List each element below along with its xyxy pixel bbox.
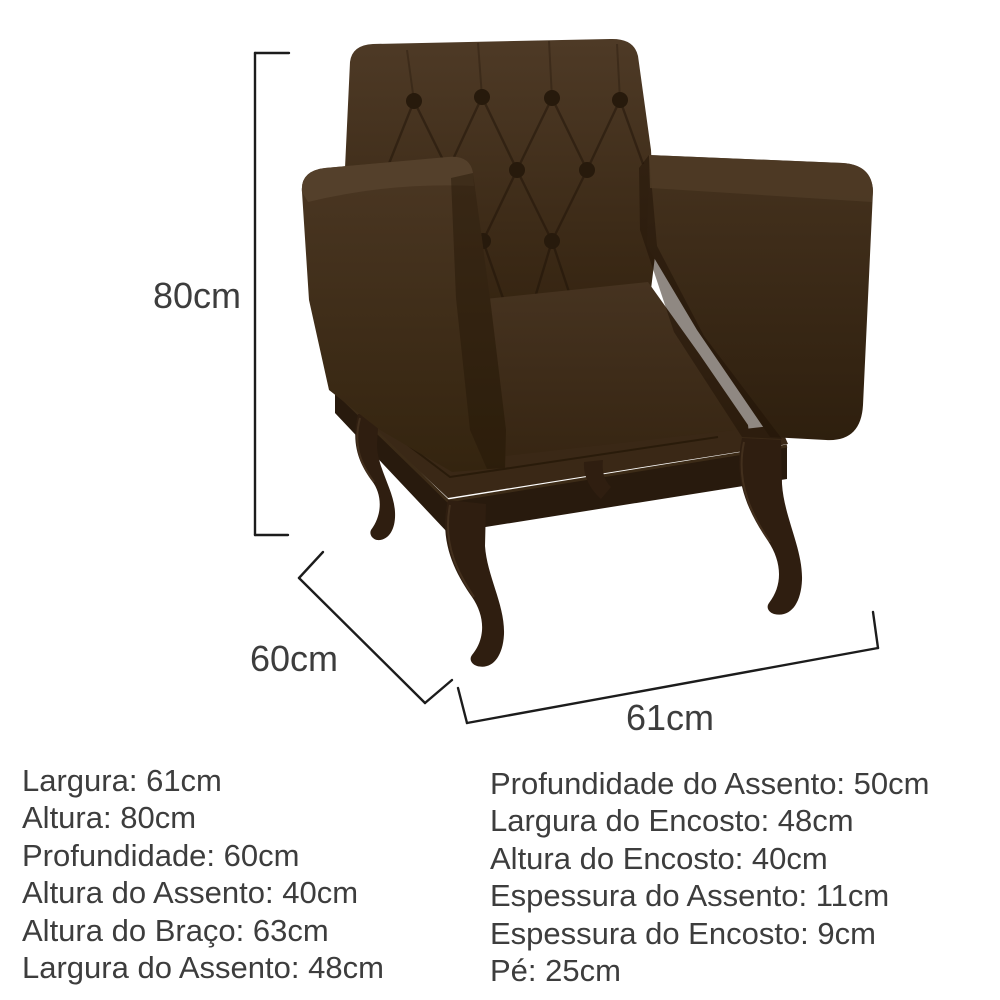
spec-line-largura-assento: Largura do Assento: 48cm (22, 950, 384, 986)
spec-line-pe: Pé: 25cm (490, 953, 621, 989)
spec-line-altura-braco: Altura do Braço: 63cm (22, 912, 329, 948)
spec-line-largura: Largura: 61cm (22, 763, 222, 798)
height-dimension-label: 80cm (152, 275, 242, 316)
spec-line-espessura-assento: Espessura do Assento: 11cm (490, 878, 890, 914)
chair-left-arm (302, 157, 506, 472)
depth-dimension-line (299, 552, 452, 703)
armchair-illustration (302, 39, 873, 667)
spec-line-altura-assento: Altura do Assento: 40cm (22, 875, 359, 911)
depth-dimension-label: 60cm (249, 638, 339, 679)
spec-line-altura-encosto: Altura do Encosto: 40cm (490, 840, 828, 876)
width-dimension-label: 61cm (625, 697, 715, 738)
spec-line-largura-encosto: Largura do Encosto: 48cm (490, 803, 854, 839)
spec-line-profundidade: Profundidade: 60cm (22, 837, 300, 873)
specs-left-column (22, 762, 384, 986)
spec-line-espessura-encosto: Espessura do Encosto: 9cm (490, 915, 876, 951)
specs-right-column (490, 765, 929, 989)
chair-leg-front-right (739, 438, 802, 615)
height-dimension-line (255, 53, 289, 535)
spec-line-altura: Altura: 80cm (22, 800, 197, 836)
spec-line-profundidade-assento: Profundidade do Assento: 50cm (490, 766, 930, 801)
